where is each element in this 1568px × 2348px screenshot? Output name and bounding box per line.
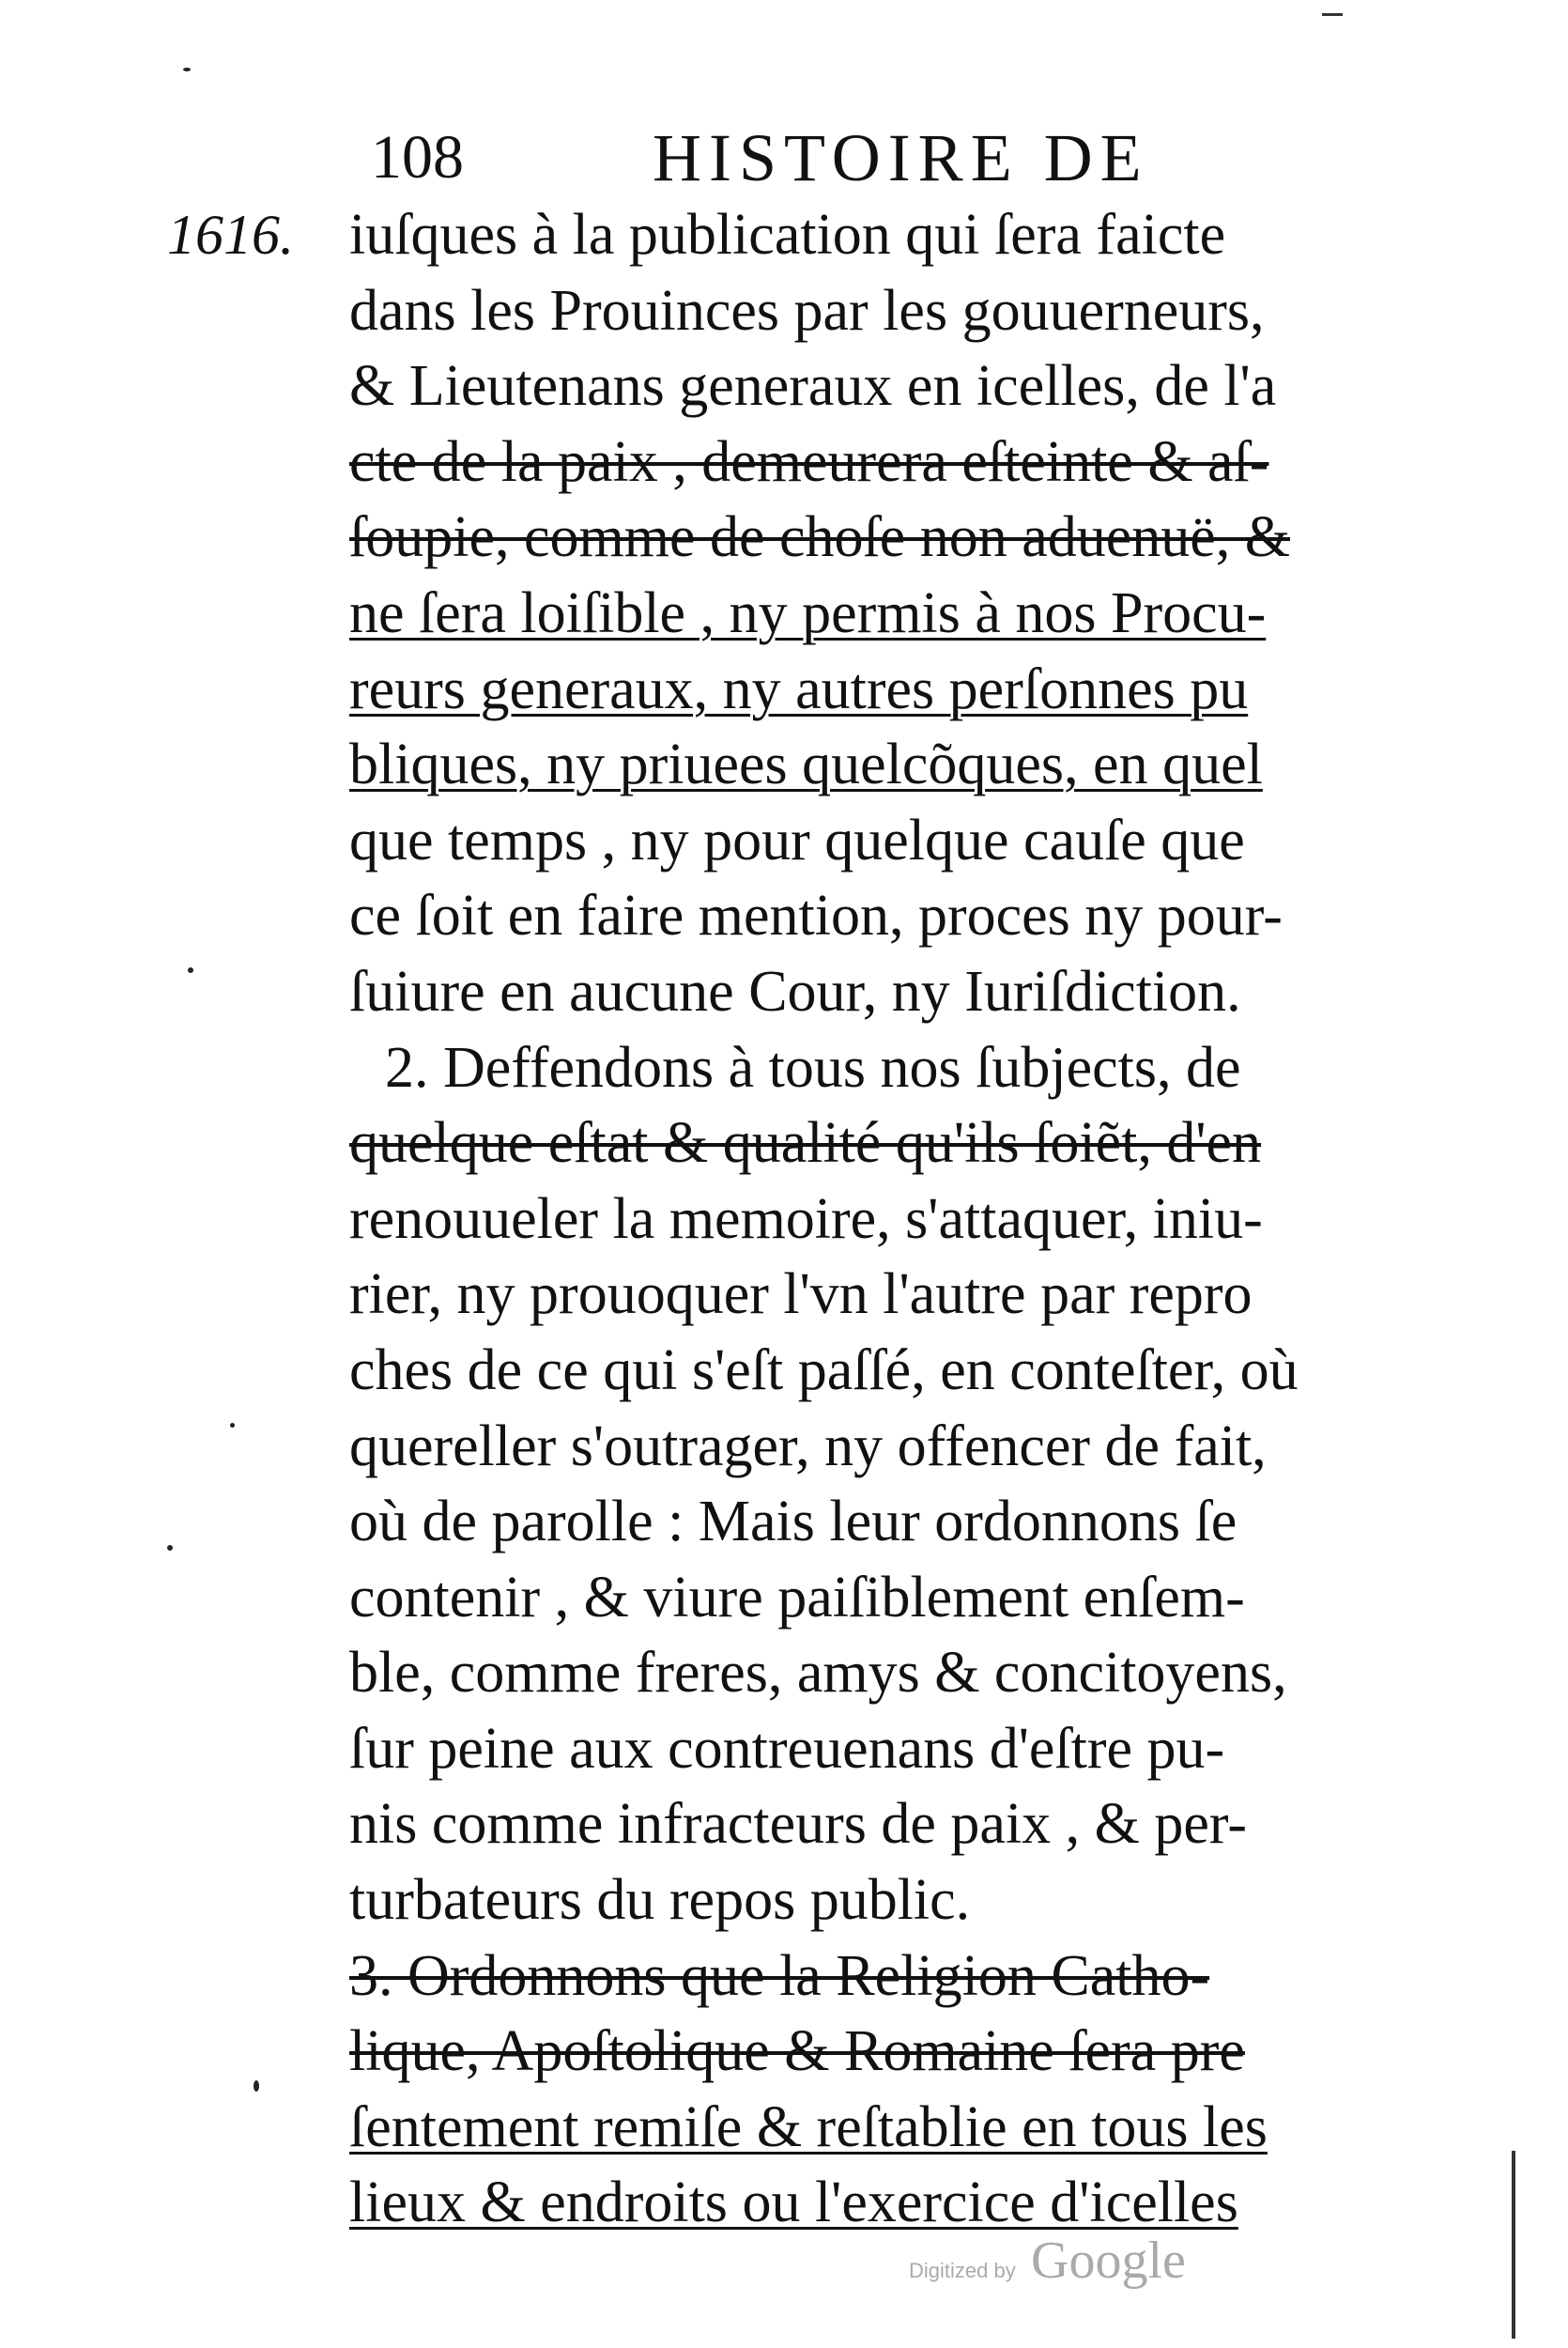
text-line: bliques, ny priuees quelcõques, en quel — [349, 733, 1263, 797]
text-line: turbateurs du repos public. — [349, 1868, 971, 1933]
text-line: lique, Apoſtolique & Romaine ſera pre — [349, 2019, 1245, 2084]
text-line: 3. Ordonnons que la Religion Catho- — [349, 1943, 1210, 2008]
scan-speck — [183, 68, 191, 71]
margin-year-note: 1616. — [167, 204, 294, 266]
scan-speck — [254, 2080, 259, 2092]
text-line: où de parolle : Mais leur ordonnons ſe — [349, 1490, 1237, 1554]
edge-mark — [1322, 13, 1343, 16]
text-line: que temps , ny pour quelque cauſe que — [349, 808, 1245, 873]
running-title: HISTOIRE DE — [653, 120, 1149, 195]
text-line: ſur peine aux contreuenans d'eſtre pu- — [349, 1716, 1225, 1781]
watermark-prefix: Digitized by — [909, 2259, 1016, 2282]
text-line: dans les Prouinces par les gouuerneurs, — [349, 278, 1265, 343]
text-line: ſuiure en aucune Cour, ny Iuriſdiction. — [349, 959, 1241, 1024]
text-line: quereller s'outrager, ny offencer de fait, — [349, 1413, 1267, 1478]
text-line: rier, ny prouoquer l'vn l'autre par repro — [349, 1262, 1253, 1327]
body-text — [349, 197, 1410, 2241]
scan-speck — [230, 1423, 235, 1428]
text-line: ble, comme freres, amys & concitoyens, — [349, 1641, 1287, 1706]
text-line: contenir , & viure paiſiblement enſem- — [349, 1565, 1245, 1630]
text-line: iuſques à la publication qui ſera faicte — [349, 203, 1226, 267]
watermark-brand: Google — [1031, 2232, 1186, 2290]
text-line: quelque eſtat & qualité qu'ils ſoiẽt, d'en — [349, 1111, 1262, 1176]
text-line: ſentement remiſe & reſtablie en tous les — [349, 2094, 1268, 2159]
text-line: ſoupie, comme de choſe non aduenuë, & — [349, 505, 1291, 570]
text-line: reurs generaux, ny autres perſonnes pu — [349, 657, 1249, 721]
digitized-watermark — [909, 2231, 1228, 2296]
text-line: lieux & endroits ou l'exercice d'icelles — [349, 2170, 1238, 2235]
edge-mark — [1512, 2151, 1515, 2339]
page-header — [371, 111, 1235, 205]
scan-speck — [188, 967, 193, 973]
text-line: ches de ce qui s'eſt paſſé, en conteſter, où — [349, 1337, 1299, 1402]
text-line: ne ſera loiſible , ny permis à nos Procu- — [349, 580, 1267, 645]
text-line: nis comme infracteurs de paix , & per- — [349, 1792, 1247, 1857]
page-number: 108 — [371, 123, 464, 192]
text-line: renouueler la memoire, s'attaquer, iniu- — [349, 1186, 1263, 1251]
text-line: cte de la paix , demeurera eſteinte & aſ- — [349, 429, 1269, 494]
scan-speck — [167, 1545, 173, 1551]
text-line: & Lieutenans generaux en icelles, de l'a — [349, 354, 1277, 419]
text-line: 2. Deffendons à tous nos ſubjects, de — [385, 1035, 1241, 1100]
text-line: ce ſoit en faire mention, proces ny pour- — [349, 884, 1283, 949]
